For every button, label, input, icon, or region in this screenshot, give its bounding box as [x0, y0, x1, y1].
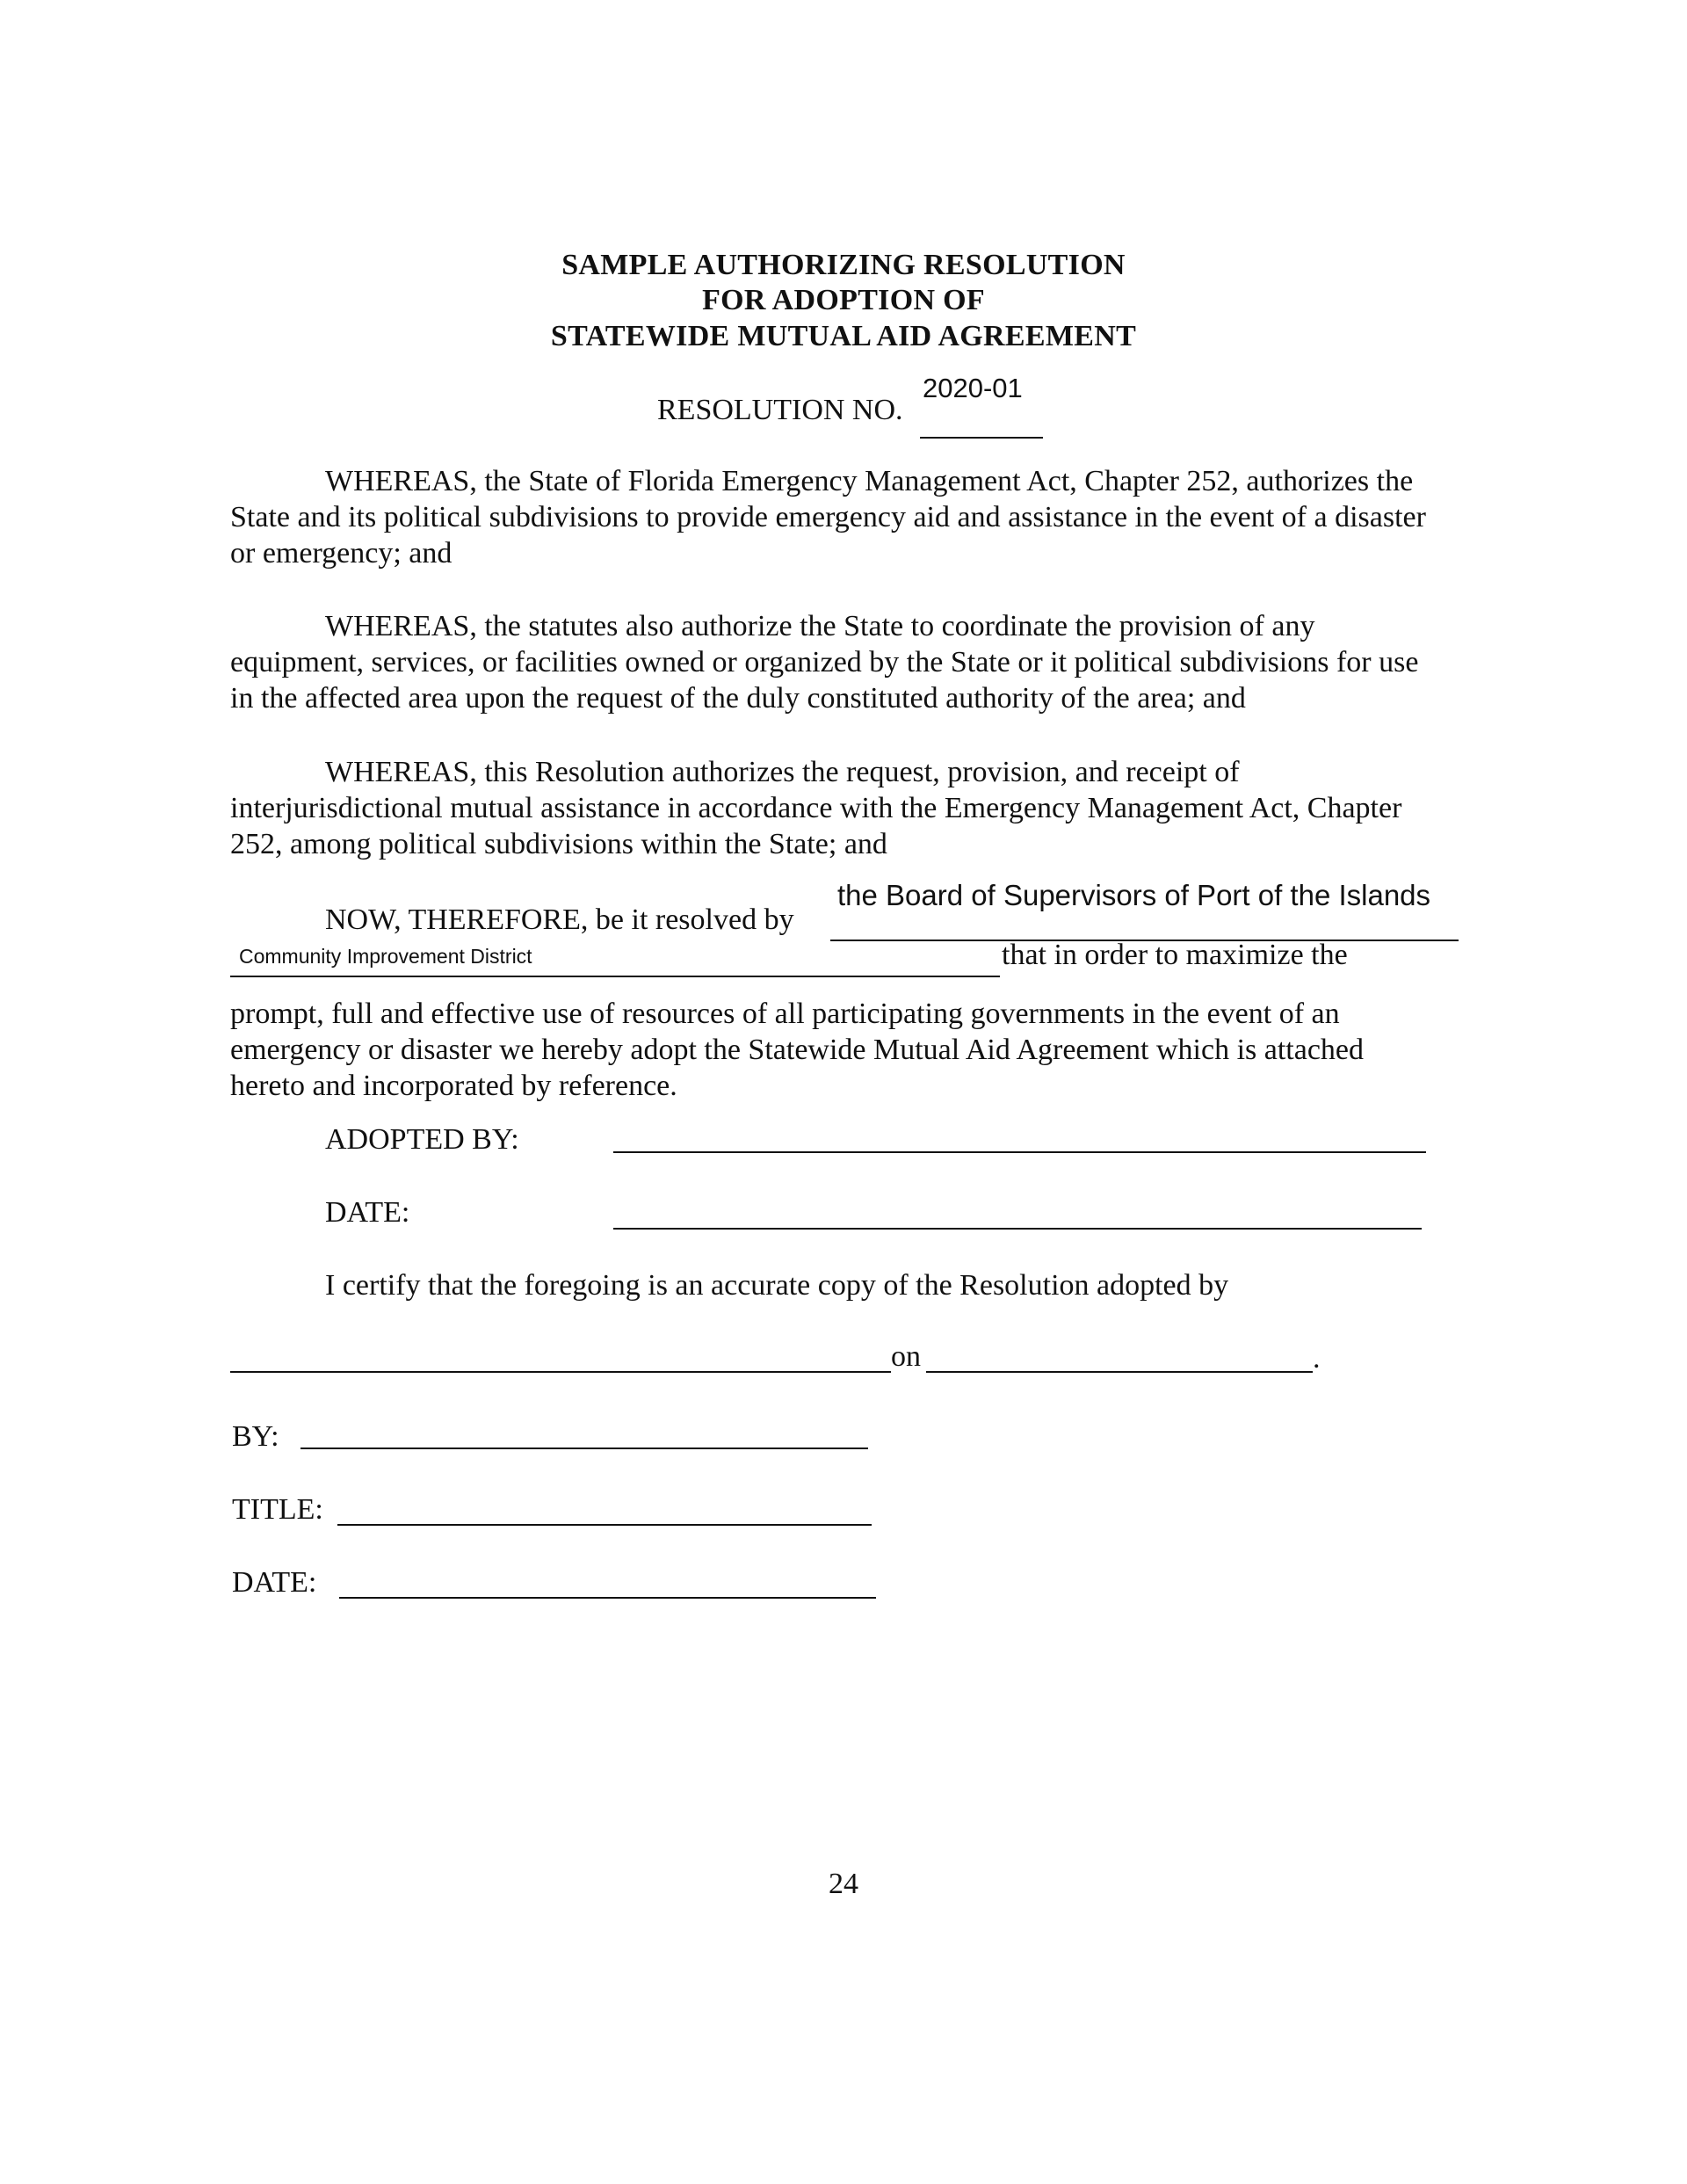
- whereas-paragraph-2: [230, 608, 1443, 716]
- adopted-by-field[interactable]: [613, 1151, 1426, 1153]
- by-label: BY:: [232, 1420, 279, 1453]
- period: .: [1313, 1342, 1321, 1375]
- by-field[interactable]: [300, 1448, 868, 1449]
- resolution-number-line: [920, 437, 1043, 439]
- resolved-prefix: NOW, THEREFORE, be it resolved by: [325, 903, 794, 936]
- certify-text: I certify that the foregoing is an accurate copy of the Resolution adopted by: [325, 1269, 1229, 1302]
- resolution-number-label: RESOLUTION NO.: [657, 394, 903, 426]
- adopted-by-label: ADOPTED BY:: [325, 1123, 519, 1156]
- whereas-paragraph-1: [230, 463, 1443, 571]
- resolved-suffix: that in order to maximize the: [1002, 939, 1348, 971]
- heading-line-2: FOR ADOPTION OF: [702, 284, 985, 316]
- page-number: 24: [829, 1868, 858, 1900]
- date2-field[interactable]: [339, 1597, 876, 1599]
- heading-line-3: STATEWIDE MUTUAL AID AGREEMENT: [550, 320, 1137, 352]
- whereas-text-1: WHEREAS, the State of Florida Emergency Management Act, Chapter 252, authorizes the State and its political subdivisions to provide emergency aid and assistance in the event of a disaster or emergency; and: [230, 465, 1426, 570]
- whereas-text-3: WHEREAS, this Resolution authorizes the request, provision, and receipt of interjurisdictional mutual assistance in accordance with the Emergency Management Act, Chapter 252, among political subdivisions within the State; and: [230, 756, 1402, 860]
- resolved-entity-field-1[interactable]: the Board of Supervisors of Port of the Islands: [837, 879, 1431, 911]
- on-date-field[interactable]: [926, 1371, 1313, 1373]
- date-field[interactable]: [613, 1228, 1422, 1230]
- title-label: TITLE:: [232, 1493, 323, 1526]
- adopted-by-entity-field[interactable]: [230, 1371, 891, 1373]
- resolved-entity-line-2: [230, 976, 1000, 977]
- resolution-number-value[interactable]: 2020-01: [923, 373, 1023, 403]
- heading-line-1: SAMPLE AUTHORIZING RESOLUTION: [561, 249, 1126, 281]
- resolved-body: prompt, full and effective use of resources of all participating governments in the event of an emergency or disaster we hereby adopt the Statewide Mutual Aid Agreement which is attached hereto and incorporated by reference.: [230, 998, 1365, 1102]
- resolved-entity-field-2[interactable]: Community Improvement District: [239, 945, 532, 968]
- date-label: DATE:: [325, 1196, 410, 1229]
- title-field[interactable]: [337, 1524, 872, 1526]
- whereas-paragraph-3: [230, 754, 1443, 862]
- date2-label: DATE:: [232, 1566, 317, 1599]
- on-label: on: [891, 1340, 921, 1373]
- whereas-text-2: WHEREAS, the statutes also authorize the State to coordinate the provision of any equipment, services, or facilities owned or organized by the State or it political subdivisions for use in the affected area upon the request of the duly constituted authority of the area; and: [230, 610, 1419, 715]
